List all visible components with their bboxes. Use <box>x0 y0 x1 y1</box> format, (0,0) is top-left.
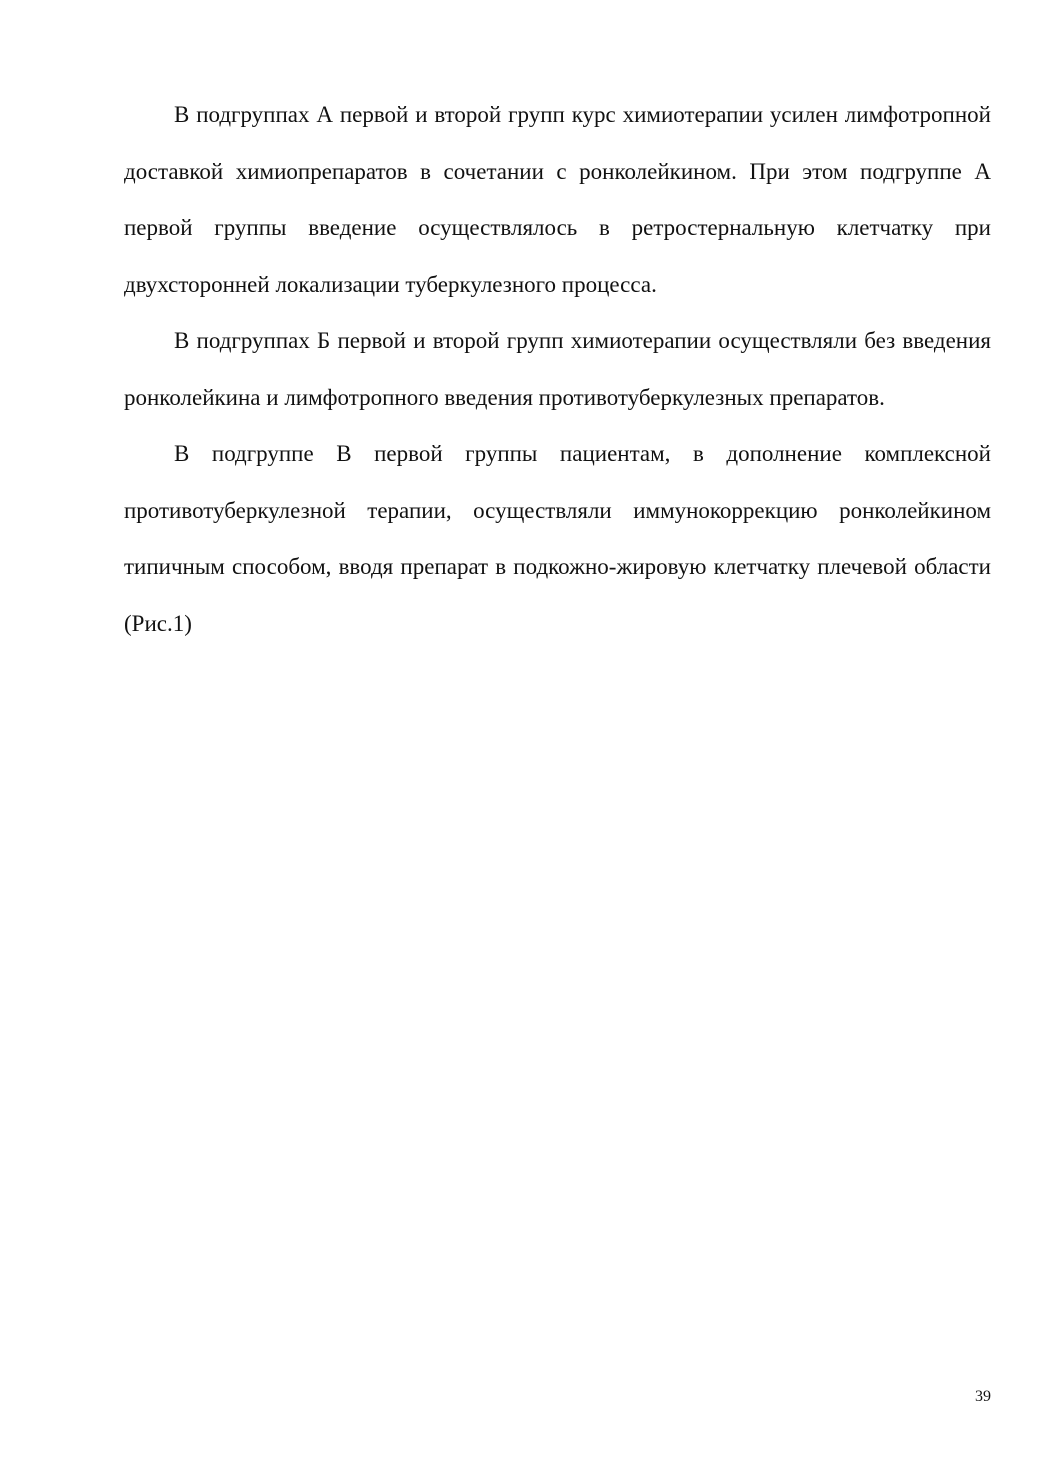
paragraph-3: В подгруппе В первой группы пациентам, в дополнение комплексной противотуберкулезной терапии, осуществляли иммунокоррекцию ронколейкином типичным способом, вводя препарат в подкожно-жировую клетчатку плечевой области (Рис.1) <box>124 441 991 636</box>
page-number: 39 <box>975 1388 991 1405</box>
body-text <box>124 87 991 652</box>
paragraph-2: В подгруппах Б первой и второй групп химиотерапии осуществляли без введения ронколейкина и лимфотропного введения противотуберкулезных препаратов. <box>124 328 991 410</box>
paragraph-1: В подгруппах А первой и второй групп курс химиотерапии усилен лимфотропной доставкой химиопрепаратов в сочетании с ронколейкином. При этом подгруппе А первой группы введение осуществлялось в ретростернальную клетчатку при двухсторонней локализации туберкулезного процесса. <box>124 102 991 297</box>
